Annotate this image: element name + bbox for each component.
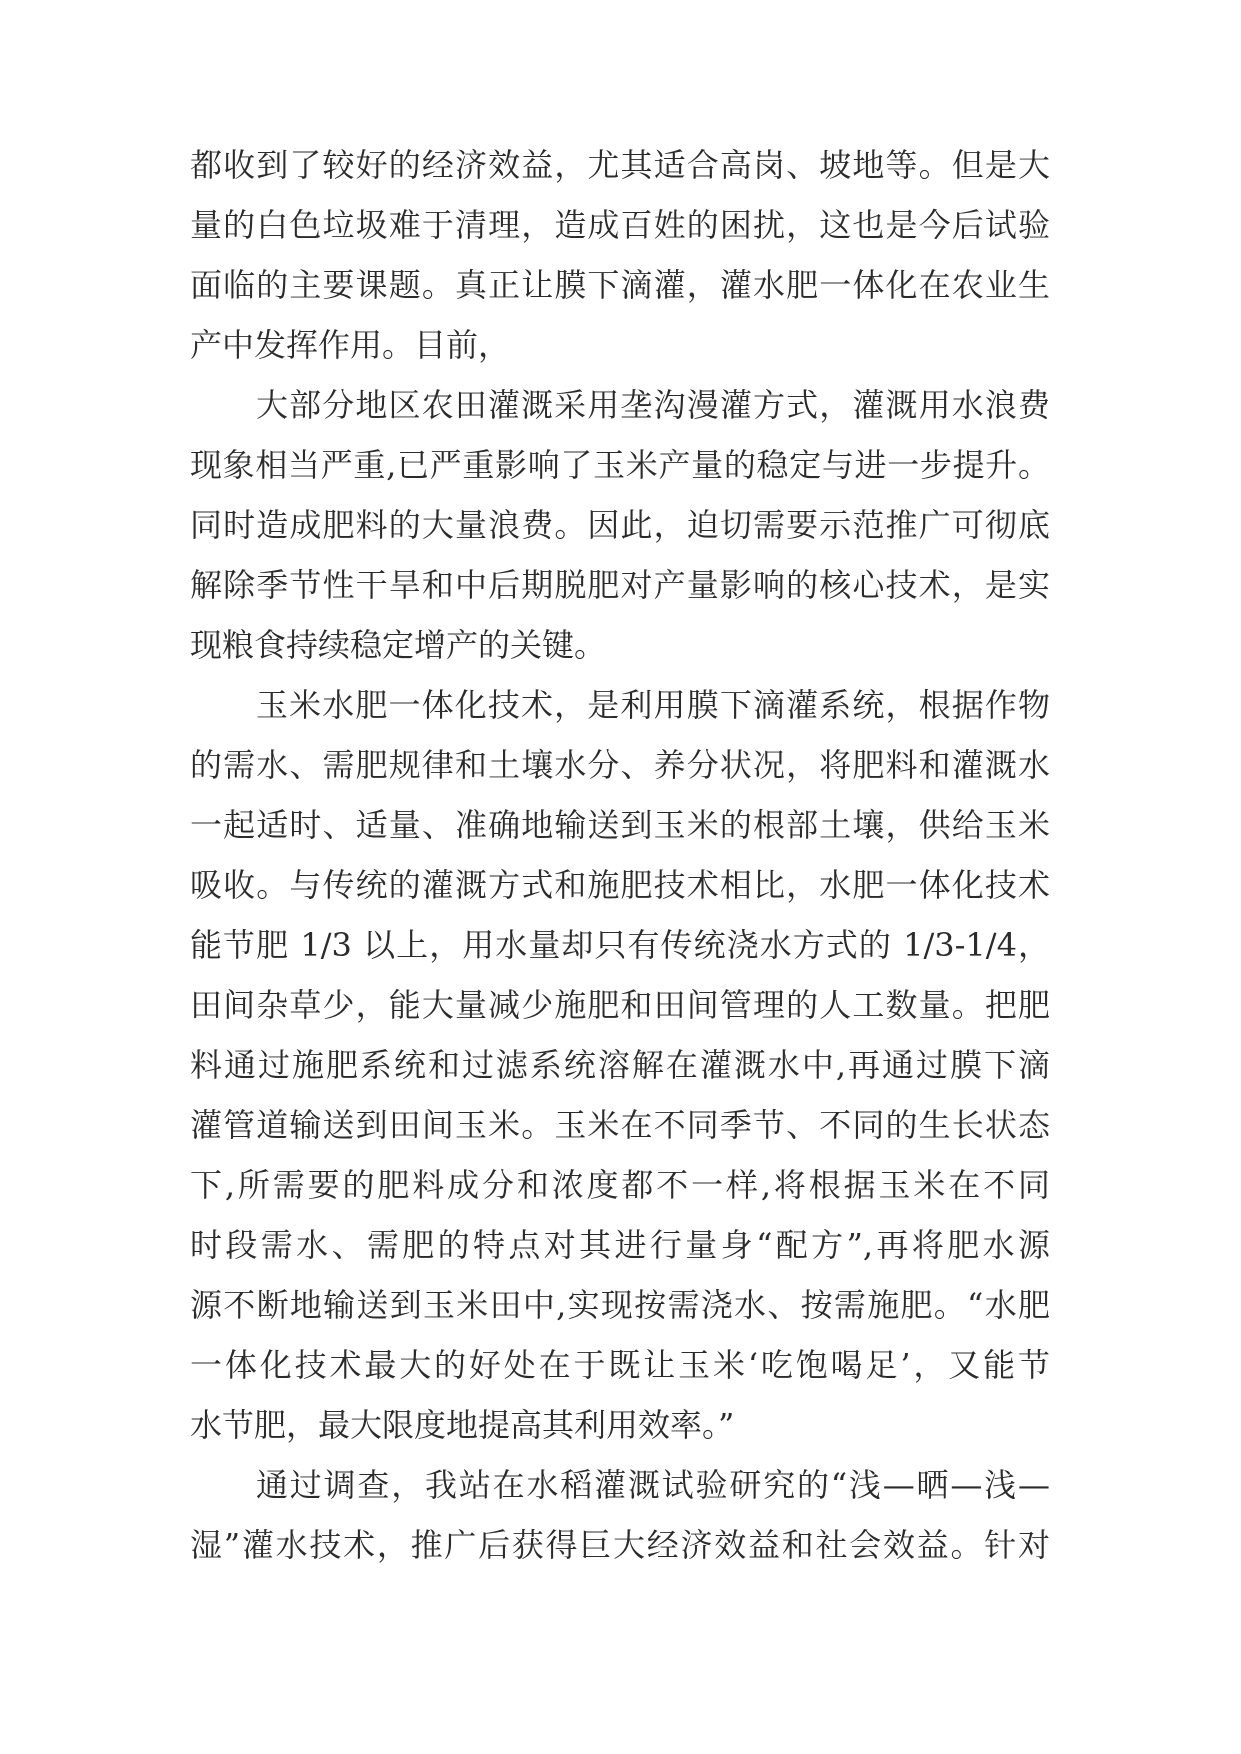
text-line: 玉米水肥一体化技术，是利用膜下滴灌系统，根据作物 xyxy=(256,686,1050,724)
text-line: 能节肥 1/3 以上，用水量却只有传统浇水方式的 1/3-1/4， xyxy=(190,926,1050,964)
text-line: 水节肥，最大限度地提高其利用效率。” xyxy=(190,1406,735,1444)
text-line: 灌管道输送到田间玉米。玉米在不同季节、不同的生长状态 xyxy=(190,1106,1050,1144)
text-line: 解除季节性干旱和中后期脱肥对产量影响的核心技术，是实 xyxy=(190,566,1050,604)
text-line: 通过调查，我站在水稻灌溉试验研究的“浅—晒—浅— xyxy=(256,1466,1050,1504)
paragraph-survey xyxy=(190,1455,1050,1575)
text-line: 的需水、需肥规律和土壤水分、养分状况，将肥料和灌溉水 xyxy=(190,746,1050,784)
text-line: 吸收。与传统的灌溉方式和施肥技术相比，水肥一体化技术 xyxy=(190,866,1050,904)
text-line: 时段需水、需肥的特点对其进行量身“配方”,再将肥水源 xyxy=(190,1226,1050,1264)
text-line: 下,所需要的肥料成分和浓度都不一样,将根据玉米在不同 xyxy=(190,1166,1050,1204)
paragraph-fertigation-technique xyxy=(190,675,1050,1455)
paragraph-continuation xyxy=(190,135,1050,375)
text-line: 大部分地区农田灌溉采用垄沟漫灌方式，灌溉用水浪费 xyxy=(256,386,1050,424)
text-line: 一起适时、适量、准确地输送到玉米的根部土壤，供给玉米 xyxy=(190,806,1050,844)
text-line: 料通过施肥系统和过滤系统溶解在灌溉水中,再通过膜下滴 xyxy=(190,1046,1050,1084)
body-text xyxy=(190,135,1050,1575)
text-line: 现粮食持续稳定增产的关键。 xyxy=(190,626,607,664)
text-line: 田间杂草少，能大量减少施肥和田间管理的人工数量。把肥 xyxy=(190,986,1050,1024)
text-line: 面临的主要课题。真正让膜下滴灌，灌水肥一体化在农业生 xyxy=(190,266,1050,304)
text-line: 同时造成肥料的大量浪费。因此，迫切需要示范推广可彻底 xyxy=(190,506,1050,544)
text-line: 湿”灌水技术，推广后获得巨大经济效益和社会效益。针对 xyxy=(190,1526,1050,1564)
text-line: 现象相当严重,已严重影响了玉米产量的稳定与进一步提升。 xyxy=(190,446,1050,484)
text-line: 源不断地输送到玉米田中,实现按需浇水、按需施肥。“水肥 xyxy=(190,1286,1050,1324)
text-line: 一体化技术最大的好处在于既让玉米‘吃饱喝足’，又能节 xyxy=(190,1346,1050,1384)
text-line: 量的白色垃圾难于清理，造成百姓的困扰，这也是今后试验 xyxy=(190,206,1050,244)
text-line: 产中发挥作用。目前， xyxy=(190,326,511,364)
text-line: 都收到了较好的经济效益，尤其适合高岗、坡地等。但是大 xyxy=(190,146,1050,184)
paragraph-irrigation-problem xyxy=(190,375,1050,675)
